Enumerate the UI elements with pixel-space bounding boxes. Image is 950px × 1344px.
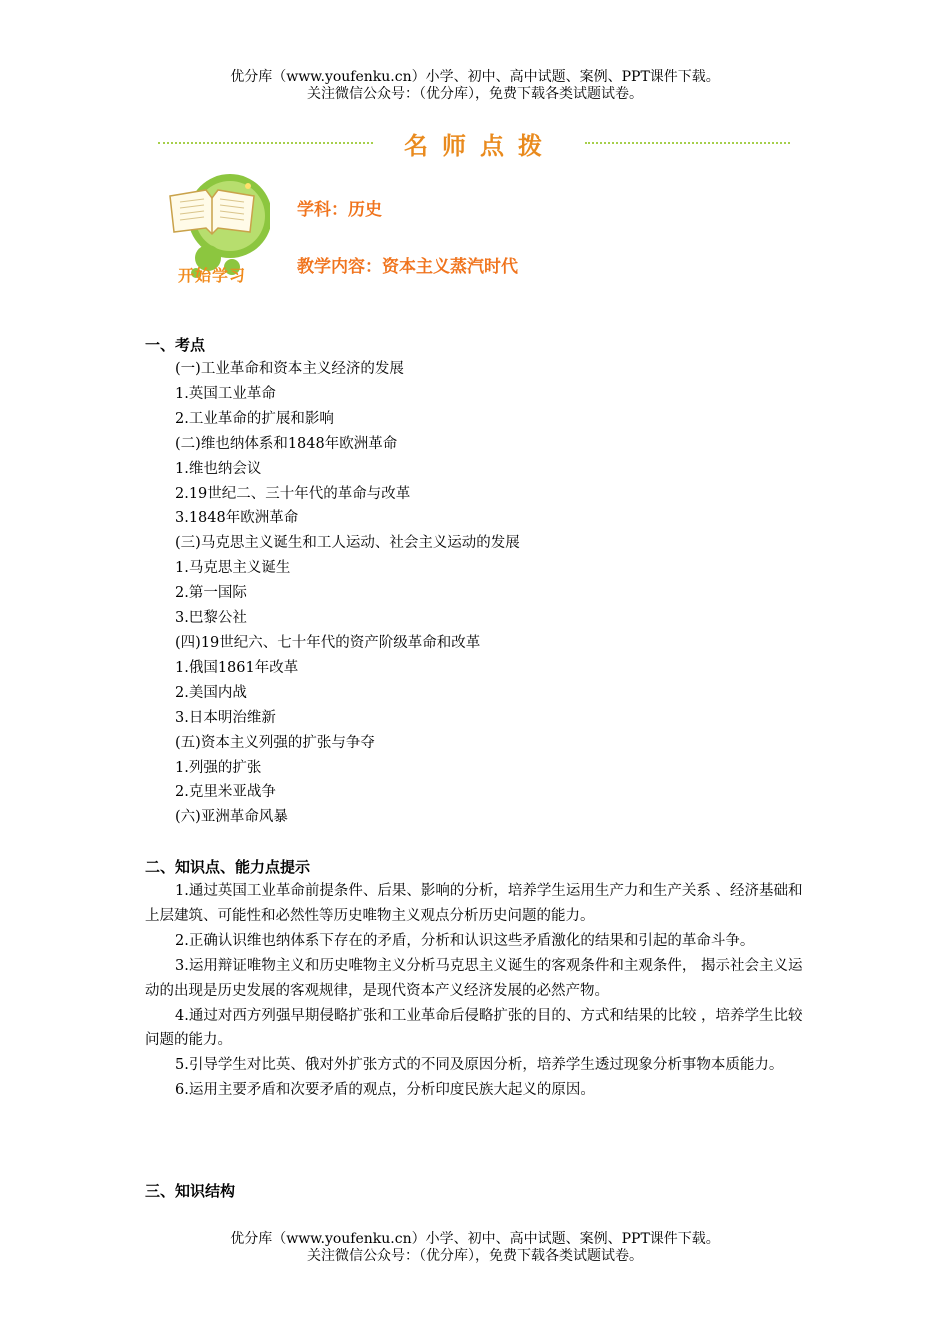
section-heading-knowledge-points: 二、知识点、能力点提示 [145, 858, 311, 876]
list-item: 2.第一国际 [175, 585, 247, 602]
paragraph: 1.通过英国工业革命前提条件、后果、影响的分析，培养学生运用生产力和生产关系 、经济基础和上层建筑、可能性和必然性等历史唯物主义观点分析历史问题的能力。 [145, 883, 803, 924]
section-heading-knowledge-structure: 三、知识结构 [145, 1182, 236, 1200]
list-item: 2.19世纪二、三十年代的革命与改革 [175, 485, 411, 502]
subject-line: 学科：历史 [297, 200, 382, 220]
section-heading-exam-points: 一、考点 [145, 336, 206, 354]
list-item: (一)工业革命和资本主义经济的发展 [175, 361, 404, 377]
page-header [0, 69, 950, 103]
header-line-1: 优分库（www.youfenku.cn）小学、初中、高中试题、案例、PPT课件下载。 [230, 69, 720, 85]
teaching-content-line: 教学内容：资本主义蒸汽时代 [297, 257, 518, 277]
header-line-2: 关注微信公众号：（优分库），免费下载各类试题试卷。 [307, 86, 643, 102]
exam-points-list [175, 357, 520, 830]
start-learning-label: 开始学习 [178, 266, 247, 285]
list-item: (五)资本主义列强的扩张与争夺 [175, 734, 375, 751]
list-item: (三)马克思主义诞生和工人运动、社会主义运动的发展 [175, 535, 520, 552]
list-item: 2.美国内战 [175, 684, 247, 701]
list-item: 2.克里米亚战争 [175, 784, 276, 801]
list-item: (六)亚洲革命风暴 [175, 809, 288, 826]
left-dotted-divider [158, 142, 373, 144]
banner-title: 名师点拨 [404, 132, 556, 160]
list-item: 1.英国工业革命 [175, 385, 276, 402]
footer-line-1: 优分库（www.youfenku.cn）小学、初中、高中试题、案例、PPT课件下载。 [230, 1231, 720, 1247]
paragraph: 4.通过对西方列强早期侵略扩张和工业革命后侵略扩张的目的、方式和结果的比较 ，培养学生比较问题的能力。 [145, 1007, 803, 1049]
list-item: 3.日本明治维新 [175, 709, 276, 726]
paragraph: 5.引导学生对比英、俄对外扩张方式的不同及原因分析，培养学生透过现象分析事物本质能力。 [175, 1057, 784, 1074]
list-item: 2.工业革命的扩展和影响 [175, 410, 334, 427]
list-item: 3.1848年欧洲革命 [175, 510, 299, 527]
right-dotted-divider [585, 142, 790, 144]
list-item: 1.维也纳会议 [175, 460, 262, 477]
paragraph: 6.运用主要矛盾和次要矛盾的观点，分析印度民族大起义的原因。 [175, 1082, 595, 1099]
list-item: 1.马克思主义诞生 [175, 560, 291, 577]
list-item: 1.俄国1861年改革 [175, 659, 299, 676]
list-item: 1.列强的扩张 [175, 759, 262, 776]
paragraph: 3.运用辩证唯物主义和历史唯物主义分析马克思主义诞生的客观条件和主观条件， 揭示社会主义运动的出现是历史发展的客观规律，是现代资本产义经济发展的必然产物。 [145, 957, 803, 999]
list-item: (二)维也纳体系和1848年欧洲革命 [175, 435, 398, 452]
paragraph: 2.正确认识维也纳体系下存在的矛盾，分析和认识这些矛盾激化的结果和引起的革命斗争。 [175, 932, 755, 949]
knowledge-points-paragraphs [145, 879, 815, 1103]
footer-line-2: 关注微信公众号：（优分库），免费下载各类试题试卷。 [307, 1248, 643, 1264]
page-footer [0, 1231, 950, 1265]
list-item: (四)19世纪六、七十年代的资产阶级革命和改革 [175, 634, 481, 651]
title-banner [0, 126, 950, 160]
list-item: 3.巴黎公社 [175, 610, 247, 627]
